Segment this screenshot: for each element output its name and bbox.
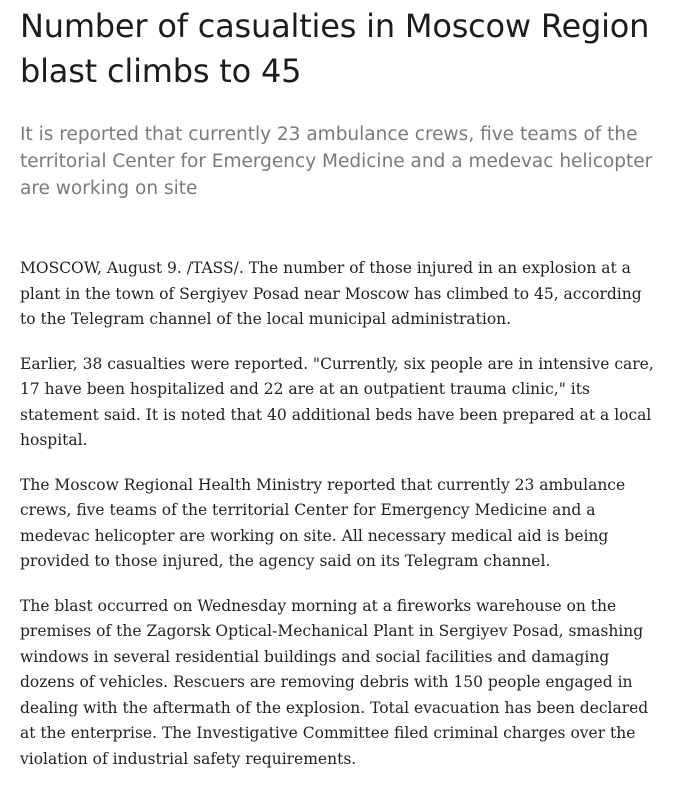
- article: [20, 0, 680, 791]
- article-paragraph: The blast occurred on Wednesday morning at a fireworks warehouse on the premises of the Zagorsk Optical-Mechanical Plant in Sergiyev Posad, smashing windows in several residential buildings and social facilities and damaging dozens of vehicles. Rescuers are removing debris with 150 people engaged in dealing with the aftermath of the explosion. Total evacuation has been declared at the enterprise. The Investigative Committee filed criminal charges over the violation of industrial safety requirements.: [20, 596, 649, 768]
- article-paragraph: Earlier, 38 casualties were reported. "Currently, six people are in intensive care, 17 have been hospitalized and 22 are at an outpatient trauma clinic," its statement said. It is noted that 40 additional beds have been prepared at a local hospital.: [20, 354, 654, 449]
- article-lead: It is reported that currently 23 ambulance crews, five teams of the territorial Center for Emergency Medicine and a medevac helicopter are working on site: [20, 124, 653, 199]
- article-headline: Number of casualties in Moscow Region blast climbs to 45: [20, 7, 650, 90]
- article-body: [20, 256, 680, 772]
- article-paragraph: MOSCOW, August 9. /TASS/. The number of those injured in an explosion at a plant in the town of Sergiyev Posad near Moscow has climbed to 45, according to the Telegram channel of the local municipal administration.: [20, 259, 642, 328]
- article-paragraph: The Moscow Regional Health Ministry reported that currently 23 ambulance crews, five teams of the territorial Center for Emergency Medicine and a medevac helicopter are working on site. All necessary medical aid is being provided to those injured, the agency said on its Telegram channel.: [20, 475, 626, 570]
